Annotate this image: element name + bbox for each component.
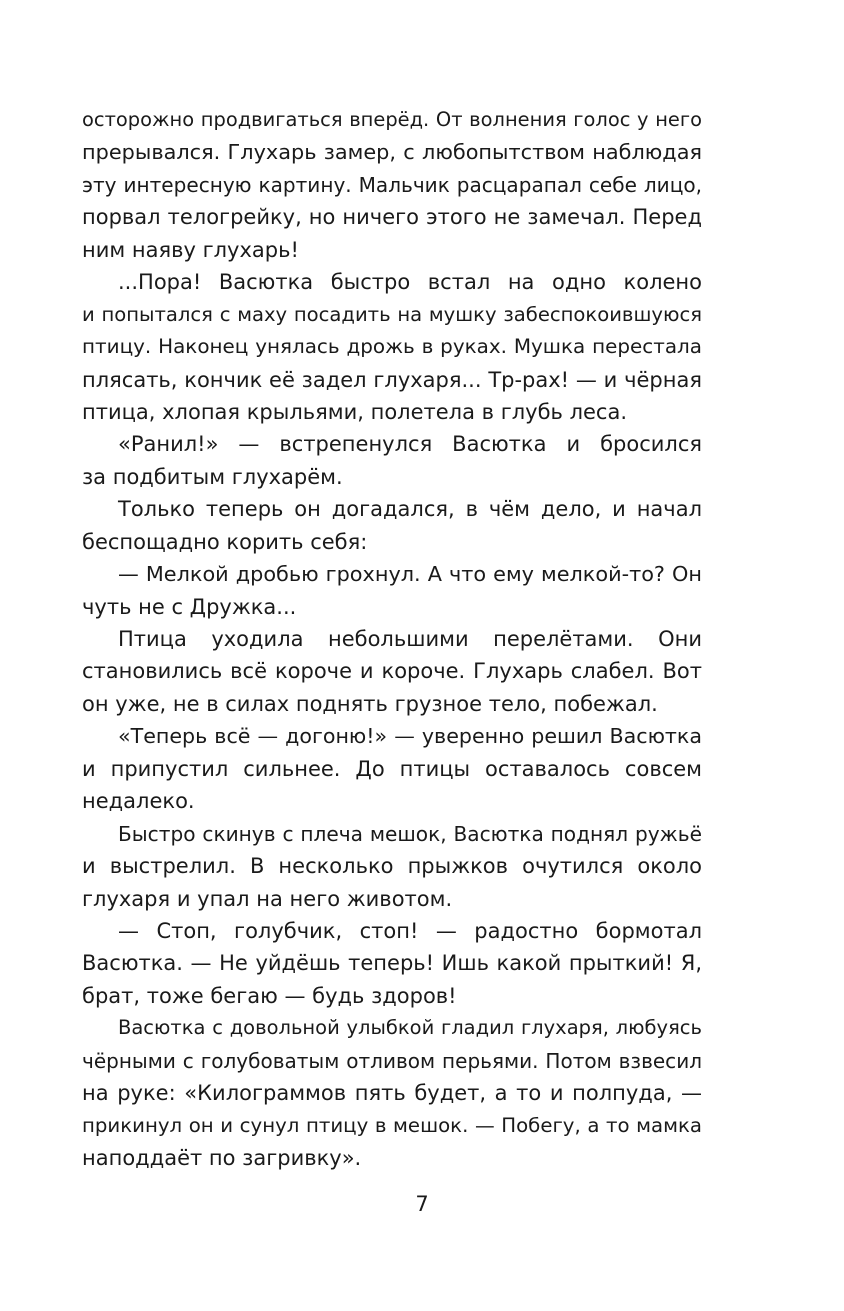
text-line: Только теперь он догадался, в чём дело, и начал	[118, 497, 702, 522]
text-line: на руке: «Килограммов пять будет, а то и полпуда, —	[82, 1081, 702, 1106]
text-line: брат, тоже бегаю — будь здоров!	[82, 983, 457, 1008]
text-line: прикинул он и сунул птицу в мешок. — Побегу, а то мамка	[82, 1113, 702, 1137]
text-line: Быстро скинув с плеча мешок, Васютка поднял ружьё	[118, 821, 702, 846]
paragraph	[82, 818, 702, 915]
text-line: чёрными с голубоватым отливом перьями. Потом взвесил	[82, 1048, 702, 1073]
text-line: глухаря и упал на него животом.	[82, 886, 453, 911]
paragraph	[82, 1012, 702, 1174]
paragraph	[82, 428, 702, 493]
text-line: и припустил сильнее. До птицы оставалось совсем	[82, 756, 702, 781]
text-line: недалеко.	[82, 789, 195, 814]
page-number: 7	[415, 1192, 429, 1216]
paragraph	[82, 623, 702, 720]
text-line: и выстрелил. В несколько прыжков очутился около	[82, 854, 702, 879]
text-line: Васютка с довольной улыбкой гладил глухаря, любуясь	[118, 1016, 702, 1040]
paragraph	[82, 558, 702, 623]
text-line: ...Пора! Васютка быстро встал на одно колено	[118, 270, 702, 295]
text-line: ним наяву глухарь!	[82, 237, 299, 262]
paragraph	[82, 720, 702, 817]
text-line: «Теперь всё — догоню!» — уверенно решил Васютка	[118, 724, 702, 749]
paragraph	[82, 104, 702, 266]
paragraph	[82, 915, 702, 1012]
text-line: наподдаёт по загривку».	[82, 1146, 362, 1170]
text-line: осторожно продвигаться вперёд. От волнения голос у него	[82, 108, 702, 131]
text-line: он уже, не в силах поднять грузное тело, побежал.	[82, 691, 658, 716]
text-line: птицу. Наконец унялась дрожь в руках. Мушка перестала	[82, 335, 702, 359]
text-line: Васютка. — Не уйдёшь теперь! Ишь какой прыткий! Я,	[82, 951, 702, 976]
text-line: порвал телогрейку, но ничего этого не замечал. Перед	[82, 205, 702, 230]
paragraph	[82, 266, 702, 428]
paragraph	[82, 493, 702, 558]
text-line: Птица уходила небольшими перелётами. Они	[118, 627, 702, 651]
text-line: — Стоп, голубчик, стоп! — радостно бормотал	[118, 918, 702, 943]
book-page	[82, 104, 702, 1174]
text-line: — Мелкой дробью грохнул. А что ему мелкой-то? Он	[118, 562, 702, 587]
text-line: птица, хлопая крыльями, полетела в глубь леса.	[82, 399, 628, 424]
text-line: эту интересную картину. Мальчик расцарапал себе лицо,	[82, 172, 702, 197]
text-line: и попытался с маху посадить на мушку забеспокоившуюся	[82, 302, 702, 326]
text-line: плясать, кончик её задел глухаря... Тр-рах! — и чёрная	[82, 367, 702, 392]
text-line: прерывался. Глухарь замер, с любопытством наблюдая	[82, 140, 702, 165]
text-line: чуть не с Дружка...	[82, 594, 297, 619]
text-line: беспощадно корить себя:	[82, 529, 368, 554]
text-line: становились всё короче и короче. Глухарь слабел. Вот	[82, 659, 702, 684]
text-line: «Ранил!» — встрепенулся Васютка и бросился	[118, 432, 702, 457]
text-line: за подбитым глухарём.	[82, 464, 343, 489]
